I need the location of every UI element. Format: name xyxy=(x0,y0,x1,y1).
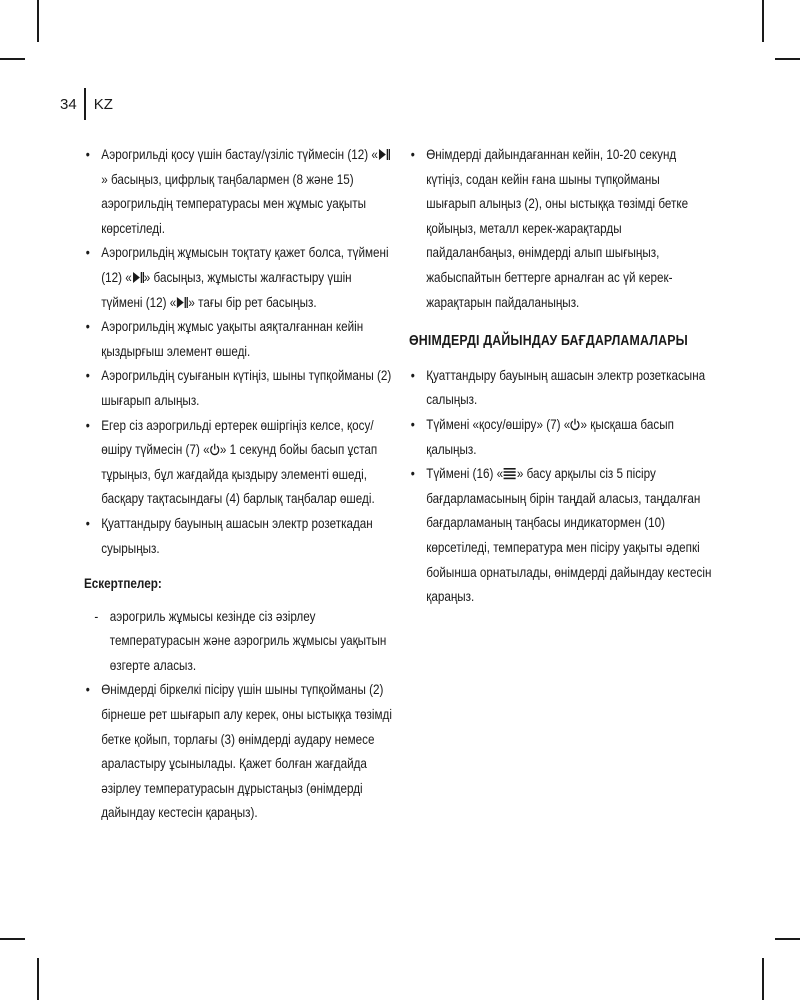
power-icon xyxy=(570,418,580,431)
list-item: • Егер сіз аэрогрильді ертерек өшіргіңіз келсе, қосу/өшіру түймесін (7) « » 1 секунд бойы басып ұстап тұрыңыз, бұл жағдайда қыздыру элементі өшеді, басқару тақтасындағы (4) барлық таңбалар өшеді. xyxy=(85,417,378,507)
program-list xyxy=(409,364,712,610)
list-item: • Түймені «қосу/өшіру» (7) « » қысқаша басып қалыңыз. xyxy=(410,416,674,457)
instruction-list xyxy=(84,143,394,561)
list-item: • Өнімдерді дайындағаннан кейін, 10-20 секунд күтіңіз, содан кейін ғана шыны түпқойманы шығарып алыңыз (2), оны ыстыққа төзімді бетке қойыңыз, металл керек-жарақтарды пайдаланбаңыз, өнімдерді алып шығыңыз, жабыспайтын беттерге арналған ас үй керек-жарақтарын пайдаланыңыз. xyxy=(410,147,689,310)
play-pause-icon xyxy=(132,271,144,284)
page-number: 34 xyxy=(60,95,77,113)
crop-mark-bottom-left-v xyxy=(37,958,39,1000)
page-header xyxy=(60,90,113,118)
notes-bullet-list xyxy=(84,678,394,826)
language-code: KZ xyxy=(93,95,113,113)
crop-mark-top-left-h xyxy=(0,58,25,60)
crop-mark-top-left-v xyxy=(37,0,39,42)
list-item: • Аэрогрильдің суығанын күтіңіз, шыны түпқойманы (2) шығарып алыңыз. xyxy=(85,368,392,408)
crop-mark-bottom-right-h xyxy=(775,938,800,940)
notes-dash-list xyxy=(84,605,394,679)
crop-mark-bottom-right-v xyxy=(762,958,764,1000)
left-column xyxy=(84,143,394,826)
power-icon xyxy=(210,443,220,456)
crop-mark-top-right-h xyxy=(775,58,800,60)
list-item: • Қуаттандыру бауының ашасын электр розеткасына салыңыз. xyxy=(410,367,706,408)
list-item: • Қуаттандыру бауының ашасын электр розеткадан суырыңыз. xyxy=(85,515,373,556)
list-item: • Аэрогрильдің жұмысын тоқтату қажет болса, түймені (12) « » басыңыз, жұмысты жалғастыру үшін түймені (12) « » тағы бір рет басыңыз. xyxy=(85,245,389,310)
crop-mark-top-right-v xyxy=(762,0,764,42)
list-item: • Түймені (16) « » басу арқылы сіз 5 пісіру бағдарламасының бірін таңдай аласыз, таңдалған бағдарламаның таңбасы индикатормен (10) көрсетіледі, температура мен пісіру уақыты әдепкі бойынша орнатылады, өнімдерді дайындау кестесін қараңыз. xyxy=(410,466,712,605)
list-item: • Аэрогрильді қосу үшін бастау/үзіліс түймесін (12) «» басыңыз, цифрлық таңбалармен (8 және 15) аэрогрильдің температурасы мен жұмыс уақыты көрсетіледі. xyxy=(84,143,394,241)
list-item: - аэрогриль жұмысы кезінде сіз әзірлеу температурасын және аэрогриль жұмысы уақытын өзгерте аласыз. xyxy=(94,608,387,673)
list-item: • Өнімдерді біркелкі пісіру үшін шыны түпқойманы (2) бірнеше рет шығарып алу керек, оны ыстыққа төзімді бетке қойып, торлағы (3) өнімдерді аудару немесе араластыру ұсынылады. Қажет болған жағдайда әзірлеу температурасын дұрыстаңыз (өнімдерді дайындау кестесін қараңыз). xyxy=(85,682,392,821)
crop-mark-bottom-left-h xyxy=(0,938,25,940)
notes-title: Ескертпелер: xyxy=(84,576,162,592)
play-pause-icon xyxy=(176,296,188,309)
right-column xyxy=(409,143,712,610)
list-item: • Аэрогрильдің жұмыс уақыты аяқталғаннан кейін қыздырғыш элемент өшеді. xyxy=(85,319,364,359)
play-pause-icon xyxy=(378,148,390,161)
menu-icon xyxy=(503,467,517,480)
intro-list xyxy=(409,143,712,315)
section-title: ӨНІМДЕРДІ ДАЙЫНДАУ БАҒДАРЛАМАЛАРЫ xyxy=(409,333,688,350)
